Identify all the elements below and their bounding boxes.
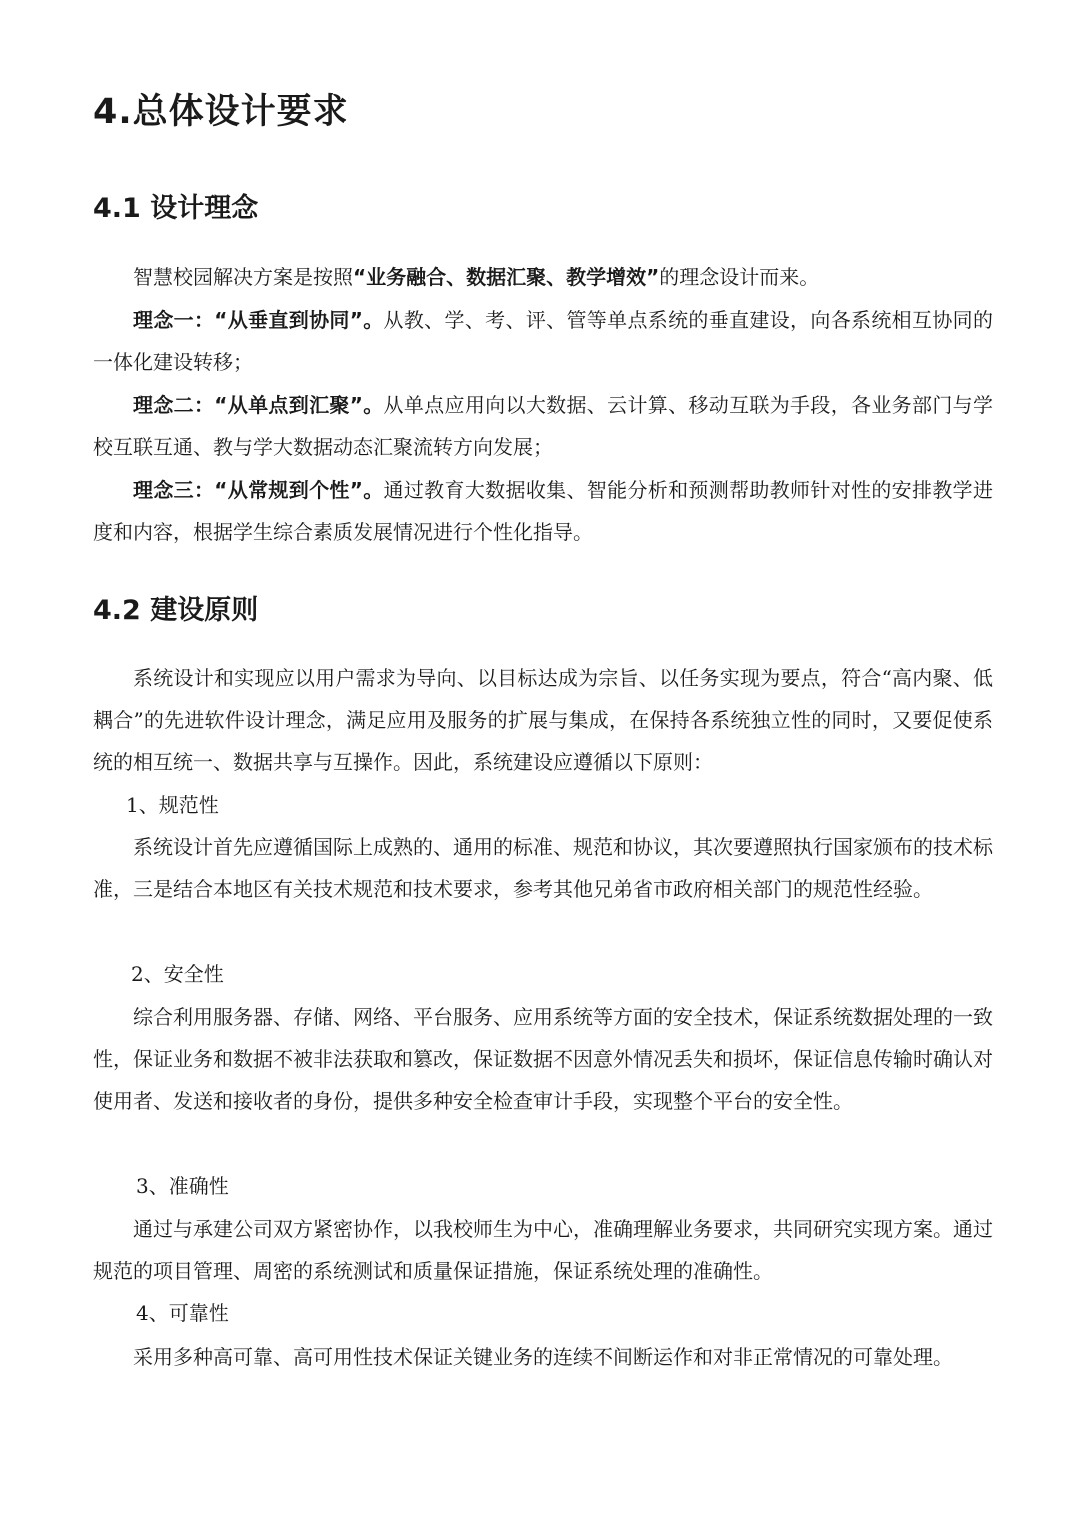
principle-3-label: 3、准确性 <box>136 1174 229 1198</box>
concept-3-text: 通过教育大数据收集、智能分析和预测帮助教师针对性的安排教学进度和内容，根据学生综合素质发展情况进行个性化指导。 <box>93 478 993 544</box>
concept-1-text: 从教、学、考、评、管等单点系统的垂直建设，向各系统相互协同的一体化建设转移； <box>93 308 993 374</box>
concept-1-paragraph <box>93 299 993 383</box>
main-heading: 4.总体设计要求 <box>93 92 349 132</box>
principle-3-text: 通过与承建公司双方紧密协作，以我校师生为中心，准确理解业务要求，共同研究实现方案。通过规范的项目管理、周密的系统测试和质量保证措施，保证系统处理的准确性。 <box>93 1217 993 1283</box>
concept-2-paragraph <box>93 384 993 468</box>
principles-intro-paragraph: 系统设计和实现应以用户需求为导向、以目标达成为宗旨、以任务实现为要点，符合“高内聚、低耦合”的先进软件设计理念，满足应用及服务的扩展与集成，在保持各系统独立性的同时，又要促使系统的相互统一、数据共享与互操作。因此，系统建设应遵循以下原则： <box>93 666 993 774</box>
concept-intro-bold: “业务融合、数据汇聚、教学增效” <box>353 265 660 289</box>
concept-2-label: 理念二：“从单点到汇聚”。 <box>133 393 384 417</box>
principle-4-text: 采用多种高可靠、高可用性技术保证关键业务的连续不间断运作和对非正常情况的可靠处理。 <box>133 1345 953 1369</box>
principle-1-text: 系统设计首先应遵循国际上成熟的、通用的标准、规范和协议，其次要遵照执行国家颁布的技术标准，三是结合本地区有关技术规范和技术要求，参考其他兄弟省市政府相关部门的规范性经验。 <box>93 835 993 901</box>
concept-3-paragraph <box>93 469 993 553</box>
concept-3-label: 理念三：“从常规到个性”。 <box>133 478 384 502</box>
concept-intro-prefix: 智慧校园解决方案是按照 <box>133 265 353 289</box>
concept-2-text: 从单点应用向以大数据、云计算、移动互联为手段，各业务部门与学校互联互通、教与学大数据动态汇聚流转方向发展； <box>93 393 993 459</box>
section-1-heading: 4.1 设计理念 <box>93 193 259 224</box>
principle-4-label: 4、可靠性 <box>136 1301 229 1325</box>
section-2-heading: 4.2 建设原则 <box>93 595 259 626</box>
principle-2-label: 2、安全性 <box>131 962 224 986</box>
concept-intro-suffix: 的理念设计而来。 <box>659 265 820 289</box>
principle-2-text: 综合利用服务器、存储、网络、平台服务、应用系统等方面的安全技术，保证系统数据处理的一致性，保证业务和数据不被非法获取和篡改，保证数据不因意外情况丢失和损坏，保证信息传输时确认对使用者、发送和接收者的身份，提供多种安全检查审计手段，实现整个平台的安全性。 <box>93 1005 993 1113</box>
principle-1-label: 1、规范性 <box>126 793 219 817</box>
concept-intro-paragraph <box>93 256 993 298</box>
concept-1-label: 理念一：“从垂直到协同”。 <box>133 308 384 332</box>
